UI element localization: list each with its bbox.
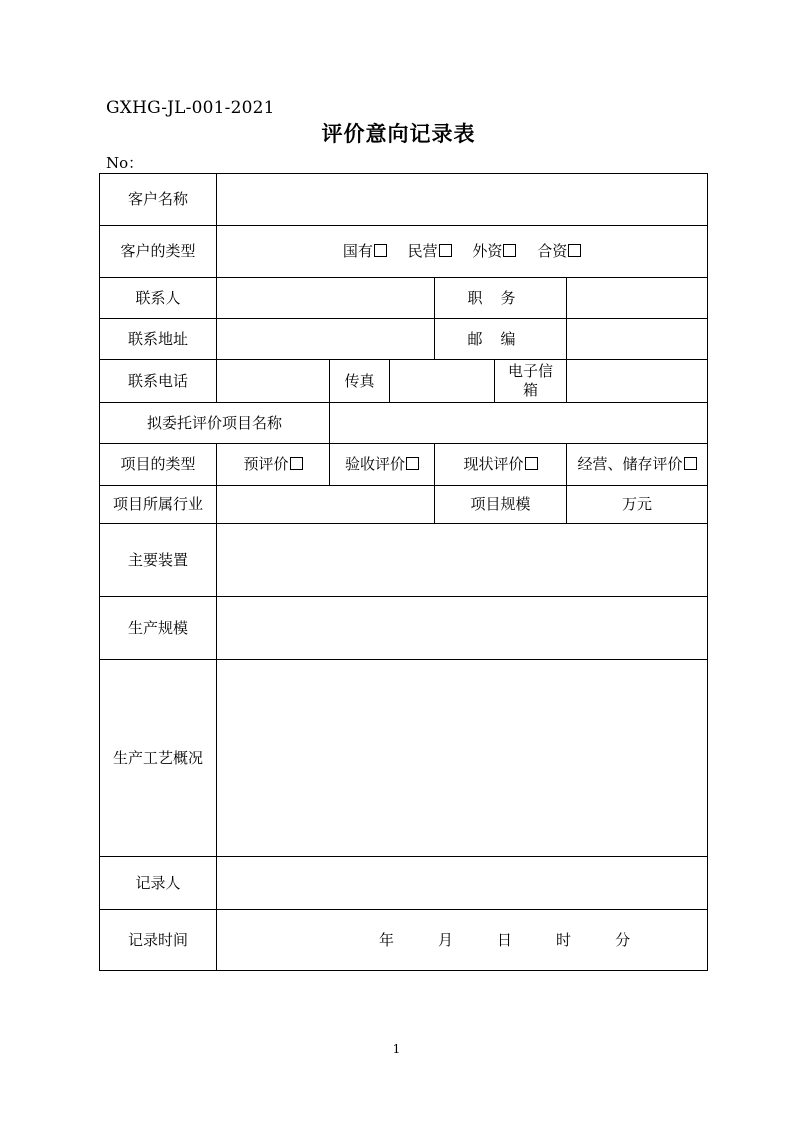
main-device-field[interactable] [217,524,708,597]
time-unit-year: 年 [379,930,395,949]
client-type-label: 客户的类型 [100,226,217,278]
client-type-option-joint-venture[interactable]: 合资 [537,242,581,261]
address-field[interactable] [217,319,435,360]
document-title: 评价意向记录表 [321,121,476,146]
industry-label: 项目所属行业 [100,486,217,524]
row-process [100,660,708,857]
production-scale-label: 生产规模 [100,597,217,660]
fax-field[interactable] [390,360,495,403]
row-industry [100,486,708,524]
checkbox-operation-storage-evaluation[interactable] [684,457,697,470]
phone-field[interactable] [217,360,330,403]
position-label: 职务 [435,278,567,319]
client-type-options [217,226,708,278]
checkbox-acceptance-evaluation[interactable] [406,457,419,470]
contact-label: 联系人 [100,278,217,319]
project-type-option-acceptance[interactable]: 验收评价 [330,444,435,486]
time-unit-hour: 时 [556,930,572,949]
process-field[interactable] [217,660,708,857]
client-type-option-state-owned[interactable]: 国有 [343,242,387,261]
main-device-label: 主要装置 [100,524,217,597]
project-name-field[interactable] [330,403,708,444]
time-unit-day: 日 [497,930,513,949]
checkbox-status-evaluation[interactable] [525,457,538,470]
row-contact [100,278,708,319]
postcode-label: 邮编 [435,319,567,360]
contact-field[interactable] [217,278,435,319]
production-scale-field[interactable] [217,597,708,660]
client-name-field[interactable] [217,174,708,226]
row-production-scale [100,597,708,660]
row-project-type [100,444,708,486]
checkbox-state-owned[interactable] [374,244,387,257]
checkbox-pre-evaluation[interactable] [290,457,303,470]
project-type-label: 项目的类型 [100,444,217,486]
industry-field[interactable] [217,486,435,524]
project-type-option-operation[interactable]: 经营、储存评价 [567,444,708,486]
scale-label: 项目规模 [435,486,567,524]
recorder-field[interactable] [217,857,708,910]
record-form-table [99,173,708,971]
row-client-name [100,174,708,226]
checkbox-joint-venture[interactable] [568,244,581,257]
record-time-label: 记录时间 [100,910,217,971]
number-label: No： [106,154,144,172]
row-phone [100,360,708,403]
row-main-device [100,524,708,597]
phone-label: 联系电话 [100,360,217,403]
project-type-option-status[interactable]: 现状评价 [435,444,567,486]
client-name-label: 客户名称 [100,174,217,226]
client-type-option-foreign[interactable]: 外资 [472,242,516,261]
address-label: 联系地址 [100,319,217,360]
project-name-label: 拟委托评价项目名称 [100,403,330,444]
postcode-field[interactable] [567,319,708,360]
time-unit-month: 月 [438,930,454,949]
row-project-name [100,403,708,444]
client-type-option-private[interactable]: 民营 [408,242,452,261]
process-label: 生产工艺概况 [100,660,217,857]
page-number: 1 [392,1042,401,1056]
scale-unit: 万元 [622,495,653,514]
project-type-option-pre[interactable]: 预评价 [217,444,330,486]
email-field[interactable] [567,360,708,403]
email-label: 电子信 箱 [495,360,567,403]
scale-field[interactable] [567,486,708,524]
row-record-time [100,910,708,971]
row-client-type [100,226,708,278]
time-unit-minute: 分 [615,930,631,949]
recorder-label: 记录人 [100,857,217,910]
document-code: GXHG-JL-001-2021 [106,98,275,118]
position-field[interactable] [567,278,708,319]
checkbox-private[interactable] [439,244,452,257]
row-address [100,319,708,360]
fax-label: 传真 [330,360,390,403]
row-recorder [100,857,708,910]
record-time-field[interactable] [217,910,708,971]
checkbox-foreign[interactable] [503,244,516,257]
